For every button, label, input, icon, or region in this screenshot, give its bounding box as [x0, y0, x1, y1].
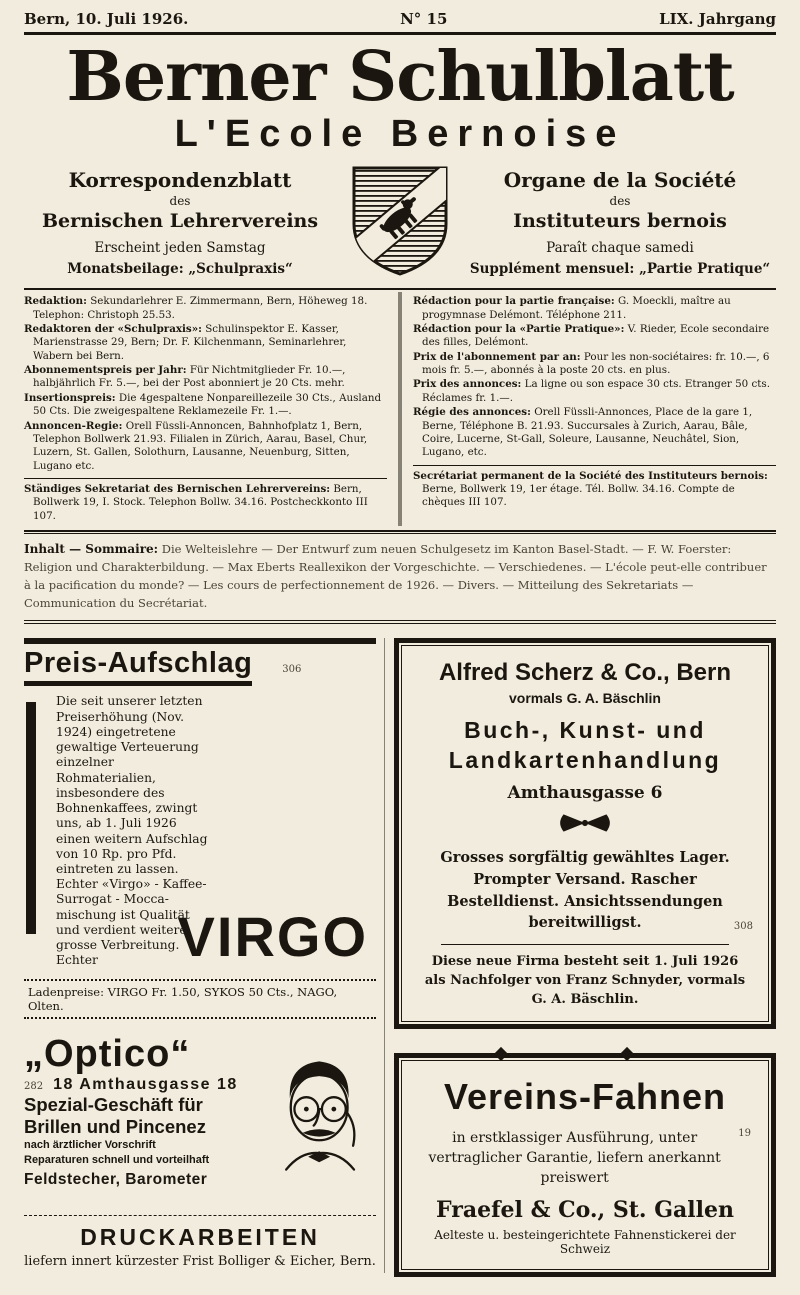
imprint-entry-text: La ligne ou son espace 30 cts. Etranger 50 cts. Réclames fr. 1.—.	[422, 378, 770, 404]
contents-summary	[24, 540, 776, 612]
optico-ad-title: „Optico“	[24, 1032, 191, 1075]
virgo-ad-headline: Preis-Aufschlag	[24, 647, 252, 686]
scherz-ad-body-row	[415, 847, 755, 934]
contents-text: Die Welteislehre — Der Entwurf zum neuen Schulgesetz im Kanton Basel-Stadt. — F. W. Foerster: Religion und Charakterbildung. — Max Eberts Reallexikon der Vorgeschichte. — Verschiedenes. — L'école peut-elle contribuer à la pacification du monde? — Les cours de perfectionnement de 1926. — Divers. — Mitteilung des Sekretariats — Communication du Secrétariat.	[24, 542, 767, 610]
imprint-entry-label: Ständiges Sekretariat des Bernischen Lehrervereins:	[24, 483, 331, 496]
imprint-entry	[24, 420, 387, 474]
imprint-entry-label: Régie des annonces:	[413, 406, 531, 419]
subtitle-line: Korrespondenzblatt	[68, 167, 292, 192]
masthead-title-german: Berner Schulblatt	[66, 37, 734, 117]
column-divider-rule	[399, 292, 402, 526]
scherz-ad-title: Alfred Scherz & Co., Bern	[438, 659, 732, 687]
imprint-entry-text: Sekundarlehrer E. Zimmermann, Bern, Höheweg 18. Telephon: Christoph 25.53.	[33, 295, 368, 321]
header-date: Bern, 10. Juli 1926.	[24, 10, 189, 28]
scherz-ad-line: Landkartenhandlung	[448, 747, 722, 774]
optico-ad-line: nach ärztlicher Vorschrift	[24, 1139, 156, 1151]
ad-inner-rule	[441, 944, 729, 945]
header-issue-number: N° 15	[400, 10, 448, 28]
ads-column-divider-rule	[384, 638, 385, 1272]
virgo-coffee-ad	[24, 638, 376, 1018]
subtitle-line: Monatsbeilage: „Schulpraxis“	[67, 260, 293, 277]
imprint-secretariat-french	[413, 465, 776, 510]
masthead-subtitles	[24, 162, 776, 280]
fahnen-ad-body: in erstklassiger Ausführung, unter vertraglicher Garantie, liefern anerkannt preiswert	[428, 1129, 721, 1187]
optician-portrait-illustration	[266, 1047, 376, 1177]
ad-reference-number: 19	[738, 1127, 751, 1139]
subtitle-line: Paraît chaque samedi	[546, 239, 694, 256]
imprint-entry-label: Annoncen-Regie:	[24, 419, 123, 432]
imprint-section	[24, 288, 776, 528]
fahnen-ad-body-row	[415, 1128, 755, 1189]
subtitle-line: Erscheint jeden Samstag	[94, 239, 266, 256]
ribbon-ornament-icon	[546, 811, 624, 835]
imprint-entry	[413, 378, 776, 405]
druckarbeiten-ad	[24, 1215, 376, 1269]
imprint-entry-text: G. Moeckli, maître au progymnase Delémont. Téléphone 211.	[422, 295, 731, 321]
fahnen-ad-title: Vereins-Fahnen	[443, 1075, 727, 1117]
alfred-scherz-bookshop-ad	[394, 638, 776, 1028]
subtitle-line: Bernischen Lehrervereins	[41, 209, 319, 232]
scherz-ad-note: Diese neue Firma besteht seit 1. Juli 1926 als Nachfolger von Franz Schnyder, vormals G. A. Bäschlin.	[424, 954, 746, 1007]
subtitle-line: Instituteurs bernois	[513, 209, 727, 232]
page-header	[24, 8, 776, 28]
optico-ad-line: Feldstecher, Barometer	[24, 1170, 208, 1188]
imprint-entry-text: Orell Füssli-Annonces, Place de la gare 1, Berne, Téléphone B. 21.93. Succursales à Zurich, Aarau, Bâle, Coire, Lucerne, St-Gall, Soleure, Lausanne, Neuchâtel, Sion, Lugano, etc.	[422, 406, 753, 459]
imprint-entry-label: Redaktoren der «Schulpraxis»:	[24, 322, 202, 335]
virgo-ad-body: Die seit unserer letzten Preiserhöhung (Nov. 1924) eingetretene gewaltige Verteuerung einzelner Rohmaterialien, insbesondere des Bohnenkaffees, zwingt uns, ab 1. Juli 1926 einen weitern Aufschlag von 10 Rp. pro Pfd. eintreten zu lassen. Echter «Virgo» - Kaffee-Surrogat - Mocca-mischung ist Qualität und verdient weitere grosse Verbreitung. Echter	[56, 694, 208, 968]
imprint-entry-label: Redaktion:	[24, 295, 87, 308]
imprint-entry-label: Secrétariat permanent de la Société des Instituteurs bernois:	[413, 469, 768, 482]
imprint-entry-text: Orell Füssli-Annoncen, Bahnhofplatz 1, Bern, Telephon Bollwerk 21.93. Filialen in Zürich, Aarau, Basel, Chur, Luzern, St. Gallen, Solothurn, Lausanne, Neuenburg, Sitten, Lugano etc.	[33, 419, 368, 472]
header-rule	[24, 32, 776, 35]
scherz-address: Amthausgasse 6	[507, 783, 663, 804]
optico-address: 18 Amthausgasse 18	[53, 1075, 238, 1093]
imprint-entry	[24, 323, 387, 363]
imprint-entry-label: Prix des annonces:	[413, 378, 522, 391]
ads-right-column	[394, 638, 776, 1276]
scherz-ad-body: Grosses sorgfältig gewähltes Lager. Prompter Versand. Rascher Bestelldienst. Ansichtssendungen bereitwilligst.	[440, 849, 730, 932]
imprint-entry-text: Für Nichtmitglieder Fr. 10.—, halbjährlich Fr. 5.—, bei der Post abonniert je 20 Cts. mehr.	[33, 364, 346, 390]
druckarbeiten-ad-text: liefern innert kürzester Frist Bolliger & Eicher, Bern.	[24, 1253, 376, 1269]
virgo-price-line: Ladenpreise: VIRGO Fr. 1.50, SYKOS 50 Cts., NAGO, Olten.	[24, 979, 376, 1019]
subtitle-line: Supplément mensuel: „Partie Pratique“	[469, 260, 771, 277]
imprint-french-column	[413, 295, 776, 524]
masthead-title-french: L'Ecole Bernoise	[174, 113, 626, 156]
decorative-bar	[26, 702, 36, 934]
vereins-fahnen-ad	[394, 1053, 776, 1277]
virgo-brand-wordmark: VIRGO	[177, 904, 368, 968]
imprint-entry-label: Rédaction pour la partie française:	[413, 295, 615, 308]
imprint-entry	[24, 295, 387, 322]
bern-coat-of-arms-icon	[336, 162, 464, 280]
contents-label: Inhalt — Sommaire:	[24, 542, 159, 557]
german-subtitle-block	[24, 166, 336, 277]
imprint-entry	[413, 295, 776, 322]
imprint-entry	[413, 351, 776, 378]
imprint-entry-label: Rédaction pour la «Partie Pratique»:	[413, 322, 625, 335]
masthead	[24, 37, 776, 156]
imprint-entry-label: Abonnementspreis per Jahr:	[24, 364, 187, 377]
advertisements-section	[24, 638, 776, 1276]
imprint-entry	[24, 364, 387, 391]
header-volume: LIX. Jahrgang	[659, 10, 776, 28]
optico-optician-ad	[24, 1032, 376, 1201]
fahnen-company-name: Fraefel & Co., St. Gallen	[436, 1196, 734, 1223]
imprint-entry-text: Schulinspektor E. Kasser, Marienstrasse 29, Bern; Dr. F. Kilchenmann, Seminarlehrer, Wabern bei Bern.	[33, 322, 347, 362]
subtitle-line: des	[609, 193, 631, 208]
optico-address-row	[24, 1076, 256, 1094]
fahnen-tagline: Aelteste u. besteingerichtete Fahnenstickerei der Schweiz	[434, 1227, 736, 1256]
subtitle-line: Organe de la Société	[503, 167, 737, 192]
imprint-entry-label: Insertionspreis:	[24, 391, 116, 404]
imprint-entry	[413, 323, 776, 350]
border-ornament-icon	[494, 1047, 508, 1061]
imprint-german-column	[24, 295, 387, 524]
imprint-entry-label: Prix de l'abonnement par an:	[413, 350, 581, 363]
ad-reference-number: 306	[282, 664, 302, 676]
border-ornament-icon	[620, 1047, 634, 1061]
optico-ad-line: Reparaturen schnell und vorteilhaft	[24, 1153, 210, 1166]
ad-reference-number: 282	[24, 1080, 44, 1092]
ad-reference-number: 308	[733, 921, 753, 933]
french-subtitle-block	[464, 166, 776, 277]
subtitle-line: des	[169, 193, 191, 208]
imprint-entry-text: Die 4gespaltene Nonpareillezeile 30 Cts., Ausland 50 Cts. Die zweigespaltene Reklamezeile Fr. 1.—.	[33, 391, 382, 418]
imprint-entry-text: Pour les non-sociétaires: fr. 10.—, 6 mois fr. 5.—, abonnés à la poste 20 cts. en plus.	[422, 350, 770, 377]
imprint-secretariat-german	[24, 478, 387, 523]
imprint-entry-text: V. Rieder, Ecole secondaire des filles, Delémont.	[422, 322, 770, 349]
imprint-entry	[413, 406, 776, 460]
optico-ad-line: Spezial-Geschäft für	[24, 1093, 203, 1115]
imprint-entry	[24, 392, 387, 419]
section-rule	[24, 620, 776, 624]
scherz-ad-subtitle: vormals G. A. Bäschlin	[509, 690, 661, 707]
imprint-entry-text: Bern, Bollwerk 19, I. Stock. Telephon Bollw. 34.16. Postcheckkonto III 107.	[33, 483, 368, 522]
table-of-contents	[24, 540, 776, 612]
imprint-entry-text: Berne, Bollwerk 19, 1er étage. Tél. Bollw. 34.16. Compte de chèques III 107.	[422, 483, 735, 509]
virgo-ad-header	[24, 647, 376, 686]
section-rule	[24, 530, 776, 534]
ads-left-column	[24, 638, 376, 1276]
scherz-ad-line: Buch-, Kunst- und	[464, 717, 706, 744]
druckarbeiten-ad-title: DRUCKARBEITEN	[80, 1223, 320, 1250]
optico-ad-line: Brillen und Pincenez	[24, 1115, 206, 1137]
